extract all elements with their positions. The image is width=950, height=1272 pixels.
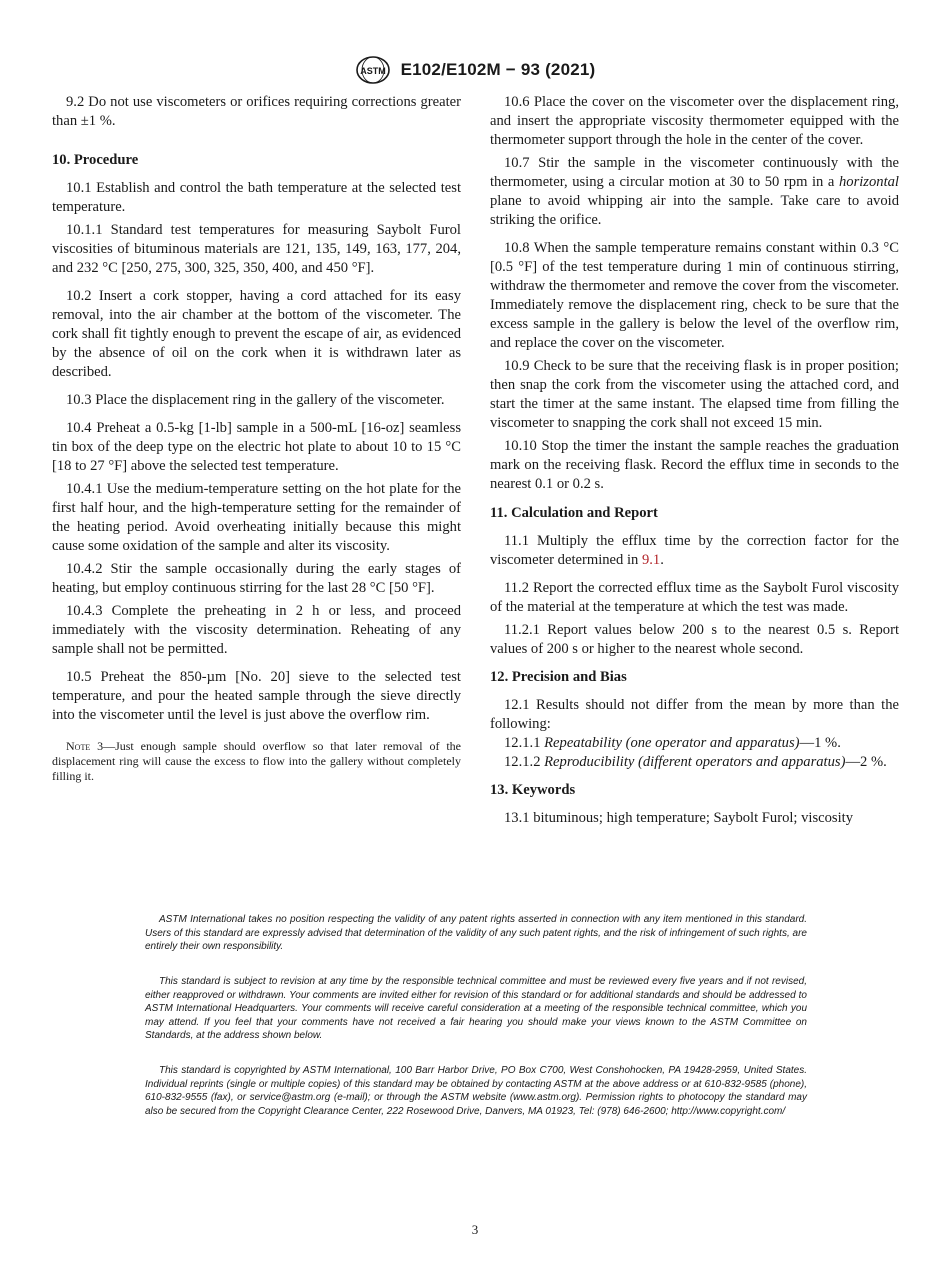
section-10-10: 10.10 Stop the timer the instant the sample reaches the graduation mark on the receiving flask. Record the efflux time in seconds to the nearest 0.1 or 0.2 s. xyxy=(490,438,899,492)
footer-revision-text: This standard is subject to revision at any time by the responsible technical committee and must be reviewed every five years and if not revised, either reapproved or withdrawn. Your comments are invited either for revision of this standard or for additional standards and should be addressed to ASTM International Headquarters. Your comments will receive careful consideration at a meeting of the responsible technical committee, which you may attend. If you feel that your comments have not received a fair hearing you should make your views known to the ASTM Committee on Standards, at the address shown below. xyxy=(145,976,807,1042)
note-3 xyxy=(52,739,461,784)
heading-keywords: 13. Keywords xyxy=(490,782,576,798)
section-10-4-3: 10.4.3 Complete the preheating in 2 h or less, and proceed immediately with the viscosity determination. Reheating of any sample shall not be permitted. xyxy=(52,603,461,657)
heading-calculation-report: 11. Calculation and Report xyxy=(490,505,658,521)
section-10-7-emphasis: horizontal xyxy=(838,174,899,190)
heading-precision-bias: 12. Precision and Bias xyxy=(490,669,627,685)
page-header xyxy=(0,55,950,85)
footer-revision-notice xyxy=(145,975,807,1043)
section-10-3: 10.3 Place the displacement ring in the gallery of the viscometer. xyxy=(66,392,445,408)
section-11-1-text: 11.1 Multiply the efflux time by the correction factor for the viscometer determined in xyxy=(490,533,899,568)
section-10-1: 10.1 Establish and control the bath temperature at the selected test temperature. xyxy=(52,180,461,215)
section-10-7-text-a: 10.7 Stir the sample in the viscometer continuously with the thermometer, using a circular motion at 30 to 50 rpm in a xyxy=(490,155,899,190)
section-11-1-end: . xyxy=(660,552,664,568)
section-10-4-1: 10.4.1 Use the medium-temperature setting on the hot plate for the first half hour, and the high-temperature setting for the remainder of the heating period. Avoid overheating initially because this might cause some oxidation of the sample and alter its viscosity. xyxy=(52,481,461,554)
section-10-4-2: 10.4.2 Stir the sample occasionally during the early stages of heating, but employ continuous stirring for the last 28 °C [50 °F]. xyxy=(52,561,461,596)
heading-procedure: 10. Procedure xyxy=(52,152,139,168)
footer-patent-notice xyxy=(145,913,807,954)
document-designation: E102/E102M − 93 (2021) xyxy=(400,60,596,79)
reproducibility-value: —2 %. xyxy=(845,754,887,770)
footer-copyright-text: This standard is copyrighted by ASTM International, 100 Barr Harbor Drive, PO Box C700, West Conshohocken, PA 19428-2959, United States. Individual reprints (single or multiple copies) of this standard may be obtained by contacting ASTM at the above address or at 610-832-9585 (phone), 610-832-9555 (fax), or service@astm.org (e-mail); or through the ASTM website (www.astm.org). Permission rights to photocopy the standard may also be secured from the Copyright Clearance Center, 222 Rosewood Drive, Danvers, MA 01923, Tel: (978) 646-2600; http://www.copyright.com/ xyxy=(145,1065,807,1117)
section-11-2-1: 11.2.1 Report values below 200 s to the nearest 0.5 s. Report values of 200 s or higher to the nearest whole second. xyxy=(490,622,899,657)
left-column xyxy=(52,93,461,784)
footer-patent-text: ASTM International takes no position respecting the validity of any patent rights asserted in connection with any item mentioned in this standard. Users of this standard are expressly advised that determination of the validity of any such patent rights, and the risk of infringement of such rights, are entirely their own responsibility. xyxy=(145,914,807,953)
section-10-9: 10.9 Check to be sure that the receiving flask is in proper position; then snap the cork from the viscometer using the attached cord, and start the timer at the same instant. The elapsed time from filling the viscometer to snapping the cork shall not exceed 15 min. xyxy=(490,358,899,431)
section-11-2: 11.2 Report the corrected efflux time as the Saybolt Furol viscosity of the material at the temperature at which the test was made. xyxy=(490,580,899,615)
section-12-1-1 xyxy=(490,734,899,753)
page-number: 3 xyxy=(471,1222,479,1237)
logo-text: ASTM xyxy=(359,66,386,76)
astm-logo-icon xyxy=(355,55,391,85)
footer-copyright-notice xyxy=(145,1064,807,1118)
repeatability-value: —1 %. xyxy=(799,735,841,751)
reproducibility-label: Reproducibility (different operators and apparatus) xyxy=(544,754,846,770)
note-3-label: Note 3 xyxy=(66,739,104,753)
section-9-2: 9.2 Do not use viscometers or orifices requiring corrections greater than ±1 %. xyxy=(52,94,461,129)
section-10-7 xyxy=(490,154,899,230)
section-10-7-text-b: plane to avoid whipping air into the sample. Take care to avoid striking the orifice. xyxy=(490,193,899,228)
section-10-5: 10.5 Preheat the 850-µm [No. 20] sieve to the selected test temperature, and pour the heated sample through the sieve directly into the viscometer until the level is just above the overflow rim. xyxy=(52,669,461,723)
repeatability-label: Repeatability (one operator and apparatus) xyxy=(544,735,800,751)
section-10-2: 10.2 Insert a cork stopper, having a cord attached for its easy removal, into the air chamber at the bottom of the viscometer. The cork shall fit tightly enough to prevent the escape of air, as evidenced by the absence of oil on the cork when it is withdrawn later as described. xyxy=(52,288,461,380)
section-10-8: 10.8 When the sample temperature remains constant within 0.3 °C [0.5 °F] of the test temperature during 1 min of continuous stirring, withdraw the thermometer and remove the cover from the viscometer. Immediately remove the displacement ring, check to be sure that the excess sample in the gallery is below the level of the overflow rim, and replace the cover on the viscometer. xyxy=(490,240,899,351)
right-column xyxy=(490,93,899,828)
section-10-4: 10.4 Preheat a 0.5-kg [1-lb] sample in a 500-mL [16-oz] seamless tin box of the deep type on the electric hot plate to about 10 to 15 °C [18 to 27 °F] above the selected test temperature. xyxy=(52,420,461,474)
section-13-1: 13.1 bituminous; high temperature; Saybolt Furol; viscosity xyxy=(504,810,854,826)
section-12-1-2 xyxy=(490,753,899,772)
section-12-1-2-num: 12.1.2 xyxy=(504,754,545,770)
section-10-6: 10.6 Place the cover on the viscometer over the displacement ring, and insert the appropriate viscosity thermometer equipped with the thermometer support through the hole in the center of the cover. xyxy=(490,94,899,148)
section-10-1-1: 10.1.1 Standard test temperatures for measuring Saybolt Furol viscosities of bituminous materials are 121, 135, 149, 163, 177, 204, and 232 °C [250, 275, 300, 325, 350, 400, and 450 °F]. xyxy=(52,222,461,276)
section-12-1: 12.1 Results should not differ from the mean by more than the following: xyxy=(490,697,899,732)
note-3-text: —Just enough sample should overflow so that later removal of the displacement ring will cause the excess to flow into the gallery without completely filling it. xyxy=(52,739,462,783)
section-9-1-link[interactable]: 9.1 xyxy=(641,552,661,568)
section-11-1 xyxy=(490,532,899,570)
section-12-1-1-num: 12.1.1 xyxy=(504,735,545,751)
